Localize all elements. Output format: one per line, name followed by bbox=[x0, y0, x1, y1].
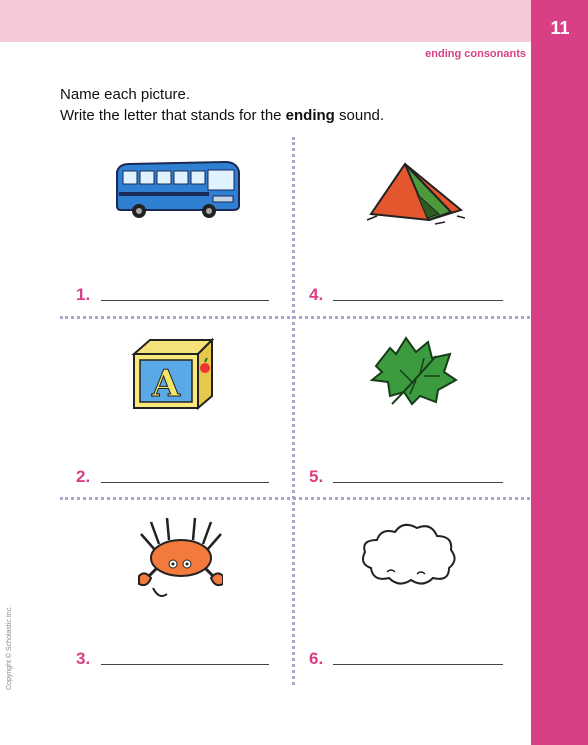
alphabet-block-picture bbox=[128, 336, 218, 412]
item-number-1: 1. bbox=[76, 285, 91, 304]
item-number-4: 4. bbox=[309, 285, 324, 304]
item-number-2: 2. bbox=[76, 467, 91, 486]
instruction-line-2: Write the letter that stands for the ending sound. bbox=[60, 107, 385, 124]
answer-line-4[interactable] bbox=[333, 300, 503, 301]
answer-line-6[interactable] bbox=[333, 664, 503, 665]
side-strip bbox=[531, 0, 588, 745]
tent-picture bbox=[365, 158, 465, 230]
item-number-3: 3. bbox=[76, 649, 91, 668]
answer-line-1[interactable] bbox=[101, 300, 269, 301]
cloud-picture bbox=[357, 518, 461, 590]
instruction-emphasis: ending bbox=[285, 107, 335, 124]
answer-line-3[interactable] bbox=[101, 664, 269, 665]
instructions bbox=[60, 84, 384, 126]
answer-line-2[interactable] bbox=[101, 482, 269, 483]
topic-label: ending consonants bbox=[425, 48, 526, 60]
item-number-6: 6. bbox=[309, 649, 324, 668]
vertical-divider bbox=[292, 137, 295, 685]
crab-picture bbox=[137, 514, 223, 604]
answer-line-5[interactable] bbox=[333, 482, 503, 483]
bus-picture bbox=[113, 158, 243, 220]
horizontal-divider-1 bbox=[60, 316, 530, 319]
page-number: 11 bbox=[550, 18, 570, 38]
instruction-line-1: Name each picture. bbox=[60, 86, 191, 103]
copyright-notice: Copyright © Scholastic Inc. bbox=[6, 605, 13, 690]
block-letter: A bbox=[152, 363, 180, 405]
leaf-picture bbox=[366, 334, 458, 410]
item-number-5: 5. bbox=[309, 467, 324, 486]
horizontal-divider-2 bbox=[60, 497, 530, 500]
header-band bbox=[0, 0, 531, 42]
